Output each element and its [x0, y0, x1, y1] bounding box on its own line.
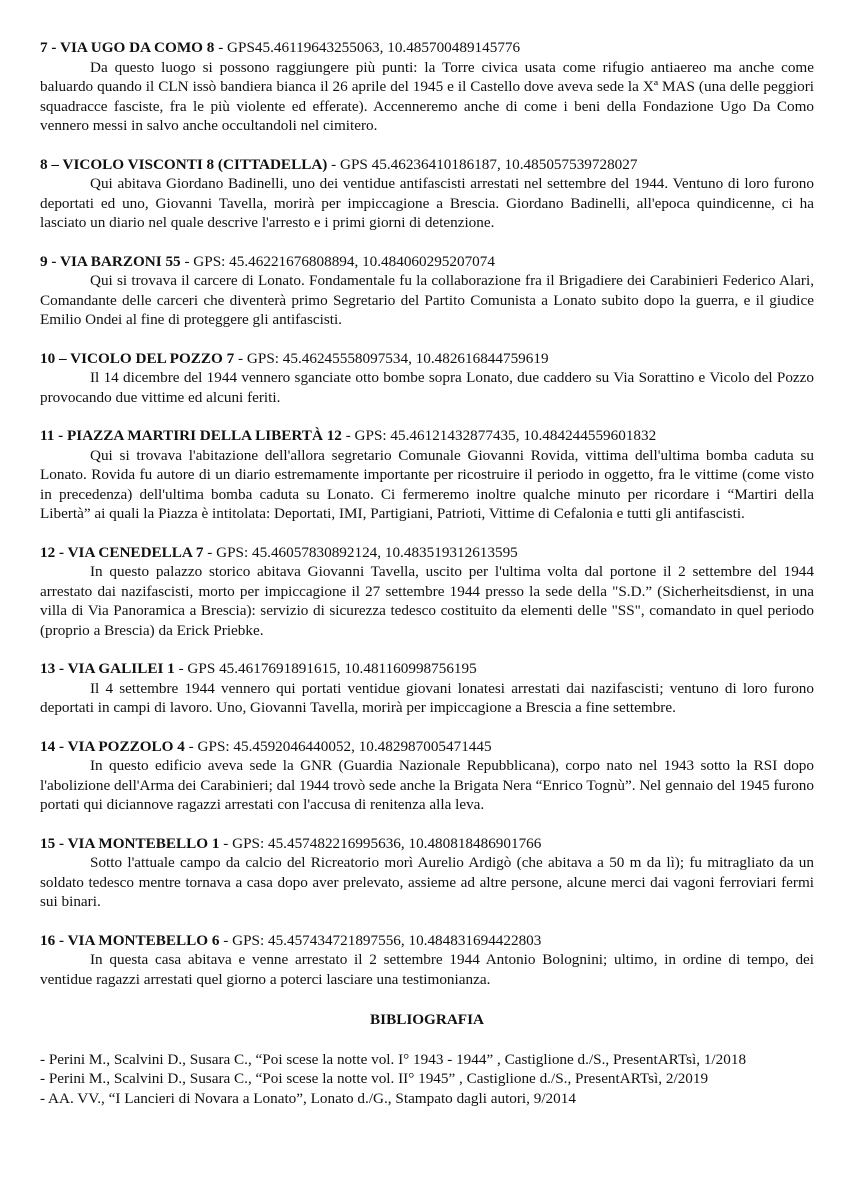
stop-13	[40, 659, 814, 718]
stop-gps: - GPS: 45.46057830892124, 10.483519312613595	[203, 543, 518, 561]
stop-8	[40, 155, 814, 233]
stop-gps: - GPS: 45.46221676808894, 10.484060295207074	[180, 252, 495, 270]
stop-gps: - GPS: 45.4592046440052, 10.482987005471445	[184, 737, 492, 755]
stop-header	[40, 737, 814, 757]
stop-12	[40, 543, 814, 641]
bibliography-item: - AA. VV., “I Lancieri di Novara a Lonato”, Lonato d./G., Stampato dagli autori, 9/2014	[40, 1089, 576, 1107]
stop-14	[40, 737, 814, 815]
stop-address: 10 – VICOLO DEL POZZO 7	[40, 349, 235, 367]
stop-address: 11 - PIAZZA MARTIRI DELLA LIBERTÀ 12	[40, 427, 342, 444]
stop-address: 15 - VIA MONTEBELLO 1	[40, 834, 220, 852]
stop-header	[40, 155, 814, 175]
bibliography-list	[40, 1050, 814, 1109]
stop-address: 12 - VIA CENEDELLA 7	[40, 543, 204, 561]
stop-description: In questo edificio aveva sede la GNR (Guardia Nazionale Repubblicana), corpo nato nel 1943 sotto la RSI dopo l'abolizione dell'Arma dei Carabinieri; dal 1944 trovò sede anche la Brigata Nera “Enrico Tognù”. Nel gennaio del 1945 furono portati qui diciannove ragazzi arrestati con l'accusa di renitenza alla leva.	[40, 757, 814, 813]
stop-gps: - GPS 45.4617691891615, 10.481160998756195	[174, 660, 477, 677]
stop-gps: - GPS: 45.46245558097534, 10.482616844759619	[234, 349, 549, 367]
stop-description: Da questo luogo si possono raggiungere più punti: la Torre civica usata come rifugio antiaereo ma anche come baluardo quando il CLN issò bandiera bianca il 26 aprile del 1945 e il Castello dove aveva sede la Xª MAS (una delle peggiori squadracce fasciste, fra le più violente ed efferate). Accenneremo anche di come i beni della Fondazione Ugo Da Como vennero messi in salvo anche occultandoli nel cimitero.	[40, 58, 814, 134]
stop-address: 14 - VIA POZZOLO 4	[40, 737, 185, 755]
stop-address: 9 - VIA BARZONI 55	[40, 252, 181, 270]
stop-description: Qui abitava Giordano Badinelli, uno dei ventidue antifascisti arrestati nel settembre del 1944. Ventuno di loro furono deportati ed uno, Giovanni Tavella, morirà per impiccagione a Brescia. Giordano Badinelli, all'epoca quindicenne, ci ha lasciato un diario nel quale descrive l'arresto e i primi giorni di detenzione.	[40, 175, 814, 231]
stop-10	[40, 349, 814, 408]
stop-7	[40, 38, 814, 136]
stop-description: In questa casa abitava e venne arrestato il 2 settembre 1944 Antonio Bolognini; ultimo, in ordine di tempo, dei ventidue ragazzi arrestati quel giorno a poterci lasciare una testimonianza.	[40, 951, 814, 988]
stop-description: Il 14 dicembre del 1944 vennero sganciate otto bombe sopra Lonato, due caddero su Via Sorattino e Vicolo del Pozzo provocando due vittime ed alcuni feriti.	[40, 369, 814, 406]
stop-header	[40, 931, 814, 951]
stop-gps: - GPS: 45.457482216995636, 10.480818486901766	[219, 834, 542, 852]
stop-9	[40, 252, 814, 330]
stop-header	[40, 349, 814, 369]
stop-description: Sotto l'attuale campo da calcio del Ricreatorio morì Aurelio Ardigò (che abitava a 50 m da lì); fu mitragliato da un soldato tedesco mentre tornava a casa dopo aver prelevato, assieme ad altre persone, alcune merci dai vagoni ferroviari fermi sui binari.	[40, 854, 814, 910]
stop-header	[40, 659, 814, 679]
stop-address: 7 - VIA UGO DA COMO 8	[40, 39, 215, 56]
stop-address: 13 - VIA GALILEI 1	[40, 660, 175, 677]
stop-header	[40, 252, 814, 272]
document-page	[40, 38, 814, 1108]
stop-gps: - GPS: 45.46121432877435, 10.484244559601832	[341, 427, 657, 444]
stop-gps: - GPS: 45.457434721897556, 10.484831694422803	[219, 931, 542, 949]
stop-header	[40, 834, 814, 854]
bibliography-item: - Perini M., Scalvini D., Susara C., “Poi scese la notte vol. II° 1945” , Castiglione d./S., PresentARTsì, 2/2019	[40, 1070, 709, 1087]
stop-15	[40, 834, 814, 912]
stop-16	[40, 931, 814, 990]
stop-gps: - GPS 45.46236410186187, 10.485057539728027	[327, 155, 638, 173]
bibliography-title: BIBLIOGRAFIA	[370, 1011, 484, 1028]
stop-description: Qui si trovava il carcere di Lonato. Fondamentale fu la collaborazione fra il Brigadiere dei Carabinieri Federico Alari, Comandante delle carceri che diventerà primo Segretario del Partito Comunista a Lonato subito dopo la guerra, e il giudice Emilio Ondei al fine di proteggere gli antifascisti.	[40, 272, 814, 328]
stop-description: Il 4 settembre 1944 vennero qui portati ventidue giovani lonatesi arrestati dai nazifascisti; ventuno di loro furono deportati in campi di lavoro. Uno, Giovanni Tavella, morirà per impiccagione a Brescia a fine settembre.	[40, 679, 814, 716]
bibliography-item: - Perini M., Scalvini D., Susara C., “Poi scese la notte vol. I° 1943 - 1944” , Castiglione d./S., PresentARTsì, 1/2018	[40, 1050, 747, 1068]
stop-gps: - GPS45.46119643255063, 10.485700489145776	[214, 39, 521, 56]
stop-header	[40, 426, 814, 446]
stop-address: 16 - VIA MONTEBELLO 6	[40, 931, 220, 949]
stop-header	[40, 543, 814, 563]
stop-11	[40, 426, 814, 524]
stop-address: 8 – VICOLO VISCONTI 8 (CITTADELLA)	[40, 155, 328, 173]
stop-description: In questo palazzo storico abitava Giovanni Tavella, uscito per l'ultima volta dal portone il 2 settembre del 1944 arrestato dai nazifascisti, morto per impiccagione il 27 settembre 1944 presso la sede della "S.D.” (Sicherheitsdienst, in una villa di Via Panoramica a Brescia): servizio di sicurezza tedesco costituito da elementi delle "SS", comandato in quel periodo (proprio a Brescia) da Erick Priebke.	[40, 563, 814, 639]
stop-header	[40, 38, 814, 58]
stop-description: Qui si trovava l'abitazione dell'allora segretario Comunale Giovanni Rovida, vittima dell'ultima bomba caduta su Lonato. Rovida fu autore di un diario estremamente importante per ricostruire il periodo in oggetto, fra le vittime (come visto in precedenza) dell'ultima bomba caduta su Lonato. Ci fermeremo inoltre qualche minuto per ricordare i “Martiri della Libertà” ai quali la Piazza è intitolata: Deportati, IMI, Partigiani, Patrioti, Vittime di Cefalonia e tutti gli antifascisti.	[40, 446, 814, 522]
